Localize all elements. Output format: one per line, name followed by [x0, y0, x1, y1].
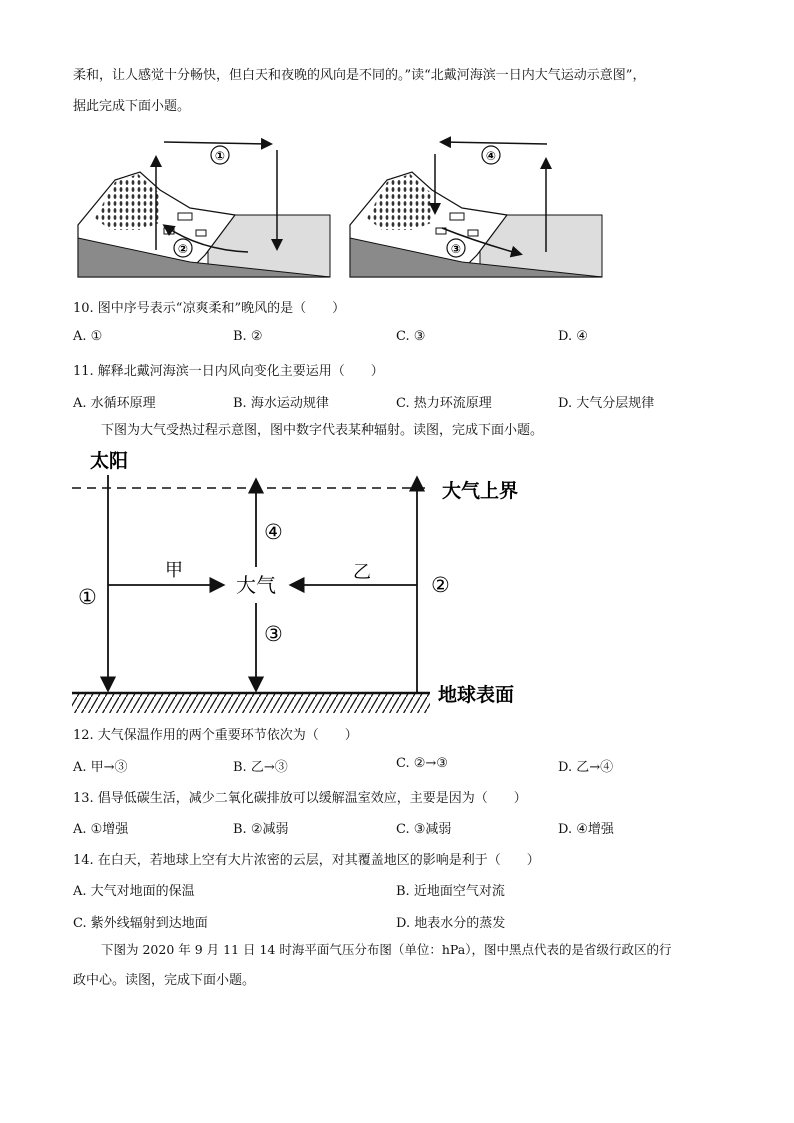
q12-option-b[interactable]: B. 乙→③ — [233, 760, 288, 775]
q13-option-b[interactable]: B. ②减弱 — [233, 822, 289, 837]
atmospheric-heating-figure — [70, 445, 540, 715]
radiation-4-label: ④ — [264, 520, 283, 544]
q12-option-a[interactable]: A. 甲→③ — [73, 760, 128, 775]
label-1: ① — [214, 149, 226, 163]
day-breeze-panel — [78, 142, 330, 277]
question-11-stem: 11. 解释北戴河海滨一日内风向变化主要运用（ ） — [73, 364, 384, 379]
question-13-stem: 13. 倡导低碳生活，减少二氧化碳排放可以缓解温室效应，主要是因为（ ） — [73, 791, 527, 806]
question-14-stem: 14. 在白天，若地球上空有大片浓密的云层，对其覆盖地区的影响是利于（ ） — [73, 853, 540, 868]
q14-option-d[interactable]: D. 地表水分的蒸发 — [396, 916, 506, 931]
top-boundary-label: 大气上界 — [442, 480, 519, 502]
q10-option-c[interactable]: C. ③ — [396, 329, 426, 344]
q11-option-d[interactable]: D. 大气分层规律 — [558, 396, 655, 411]
intro1-line1: 柔和，让人感觉十分畅快，但白天和夜晚的风向是不同的。”读“北戴河海滨一日内大气运动示意图”， — [73, 68, 646, 83]
q11-option-c[interactable]: C. 热力环流原理 — [396, 396, 492, 411]
q12-option-c[interactable]: C. ②→③ — [396, 756, 448, 771]
intro3-line2: 政中心。读图，完成下面小题。 — [73, 973, 256, 988]
q13-option-c[interactable]: C. ③减弱 — [396, 822, 452, 837]
label-4: ④ — [485, 149, 497, 163]
intro1-line2: 据此完成下面小题。 — [73, 99, 191, 114]
jia-label: 甲 — [165, 560, 183, 581]
q12-option-d[interactable]: D. 乙→④ — [558, 760, 614, 775]
q10-option-a[interactable]: A. ① — [73, 329, 103, 344]
q10-option-d[interactable]: D. ④ — [558, 329, 588, 344]
sea-land-breeze-figure — [70, 130, 630, 280]
intro2: 下图为大气受热过程示意图，图中数字代表某种辐射。读图，完成下面小题。 — [101, 423, 544, 438]
q14-option-b[interactable]: B. 近地面空气对流 — [396, 884, 505, 899]
question-12-stem: 12. 大气保温作用的两个重要环节依次为（ ） — [73, 728, 358, 743]
sun-label: 太阳 — [90, 450, 129, 472]
ground-label: 地球表面 — [438, 684, 515, 706]
label-2: ② — [177, 242, 189, 256]
q11-option-a[interactable]: A. 水循环原理 — [73, 396, 156, 411]
question-10-stem: 10. 图中序号表示“凉爽柔和”晚风的是（ ） — [73, 301, 346, 316]
night-breeze-panel — [350, 142, 602, 277]
q13-option-a[interactable]: A. ①增强 — [73, 822, 129, 837]
q13-option-d[interactable]: D. ④增强 — [558, 822, 614, 837]
label-3: ③ — [450, 242, 462, 256]
radiation-1-label: ① — [78, 585, 97, 609]
q14-option-a[interactable]: A. 大气对地面的保温 — [73, 884, 195, 899]
yi-label: 乙 — [353, 562, 371, 583]
radiation-3-label: ③ — [264, 622, 283, 646]
intro3-line1: 下图为 2020 年 9 月 11 日 14 时海平面气压分布图（单位：hPa），图中黑点代表的是省级行政区的行 — [101, 942, 672, 957]
q11-option-b[interactable]: B. 海水运动规律 — [233, 396, 329, 411]
atmosphere-label: 大气 — [236, 573, 276, 597]
radiation-2-label: ② — [431, 573, 450, 597]
q14-option-c[interactable]: C. 紫外线辐射到达地面 — [73, 916, 208, 931]
q10-option-b[interactable]: B. ② — [233, 329, 263, 344]
